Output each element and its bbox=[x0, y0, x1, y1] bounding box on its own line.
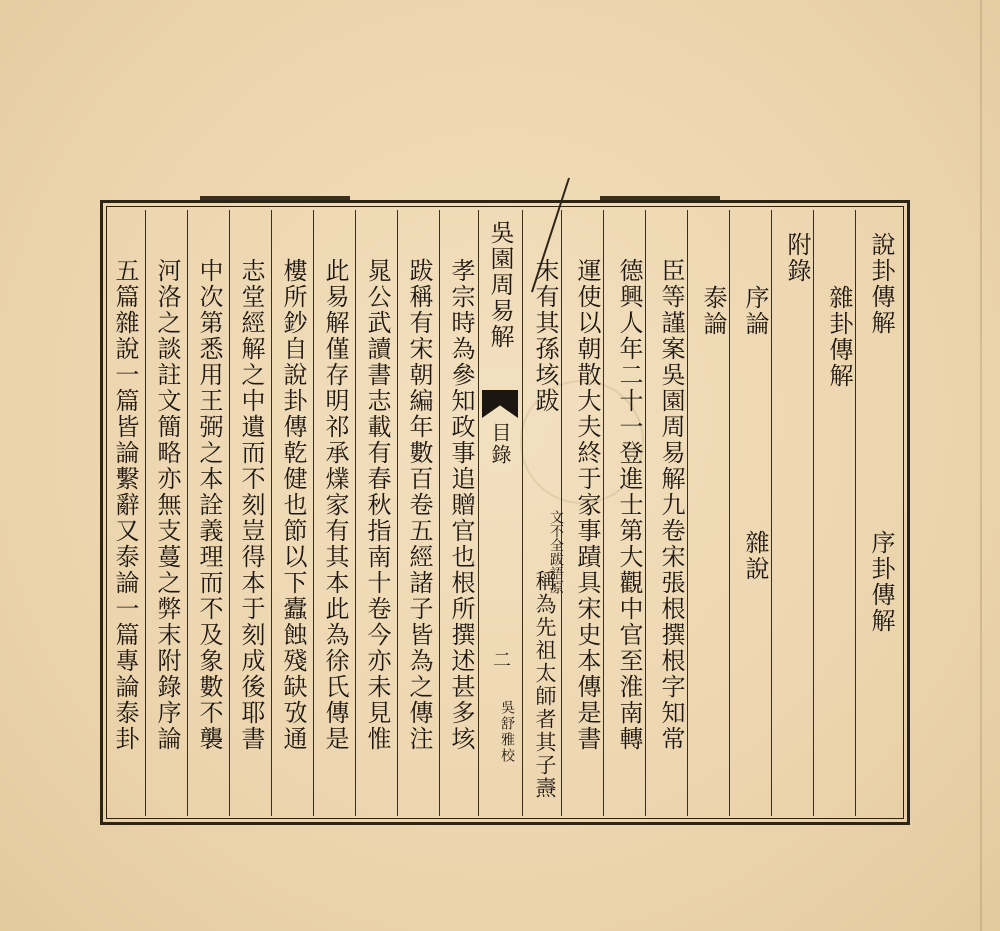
section-title: 目錄 bbox=[488, 422, 512, 466]
text-column: 運使以朝散大夫終于家事蹟具宋史本傳是書 bbox=[573, 258, 601, 752]
text-column: 志堂經解之中遺而不刻豈得本于刻成後耶書 bbox=[237, 258, 265, 752]
column-rule bbox=[229, 210, 230, 816]
column-rule bbox=[813, 210, 814, 816]
column-rule bbox=[439, 210, 440, 816]
interlinear-note: 文不全跋語原 bbox=[548, 510, 564, 594]
toc-entry-zagua: 雜卦傳解 bbox=[825, 285, 853, 389]
column-rule bbox=[187, 210, 188, 816]
toc-entry-xulun: 序論 bbox=[741, 285, 769, 337]
page-fold-line bbox=[980, 0, 982, 931]
text-column: 德興人年二十一登進士第大觀中官至淮南轉 bbox=[615, 258, 643, 752]
book-title: 吳園周易解 bbox=[486, 220, 514, 350]
column-rule bbox=[355, 210, 356, 816]
proofreader-credit: 吳舒雅校 bbox=[499, 700, 515, 764]
column-rule bbox=[271, 210, 272, 816]
text-column: 孝宗時為參知政事追贈官也根所撰述甚多垓 bbox=[447, 258, 475, 752]
text-column: 臣等謹案吳園周易解九卷宋張根撰根字知常 bbox=[657, 258, 685, 752]
text-column: 中次第悉用王弼之本詮義理而不及象數不襲 bbox=[195, 258, 223, 752]
column-rule bbox=[145, 210, 146, 816]
toc-entry-zashuo: 雜說 bbox=[741, 530, 769, 582]
text-column: 稱為先祖太師者其子燾 bbox=[533, 570, 557, 800]
page-number: 二 bbox=[490, 650, 511, 670]
toc-entry-tailun: 泰論 bbox=[699, 285, 727, 337]
column-rule bbox=[397, 210, 398, 816]
text-column: 晁公武讀書志載有春秋指南十卷今亦未見惟 bbox=[363, 258, 391, 752]
text-column: 跋稱有宋朝編年數百卷五經諸子皆為之傳注 bbox=[405, 258, 433, 752]
toc-entry-shuogua: 說卦傳解 bbox=[867, 232, 895, 336]
text-column: 末有其孫垓跋 bbox=[531, 258, 559, 414]
text-column: 樓所鈔自說卦傳乾健也節以下蠹蝕殘缺攷通 bbox=[279, 258, 307, 752]
toc-entry-xugua: 序卦傳解 bbox=[867, 530, 895, 634]
text-column: 五篇雜說一篇皆論繫辭又泰論一篇專論泰卦 bbox=[111, 258, 139, 752]
center-fold-rule bbox=[522, 210, 523, 816]
column-rule bbox=[313, 210, 314, 816]
toc-entry-appendix: 附錄 bbox=[783, 232, 811, 284]
text-column: 此易解僅存明祁承㸁家有其本此為徐氏傳是 bbox=[321, 258, 349, 752]
text-column: 河洛之談註文簡略亦無支蔓之弊末附錄序論 bbox=[153, 258, 181, 752]
